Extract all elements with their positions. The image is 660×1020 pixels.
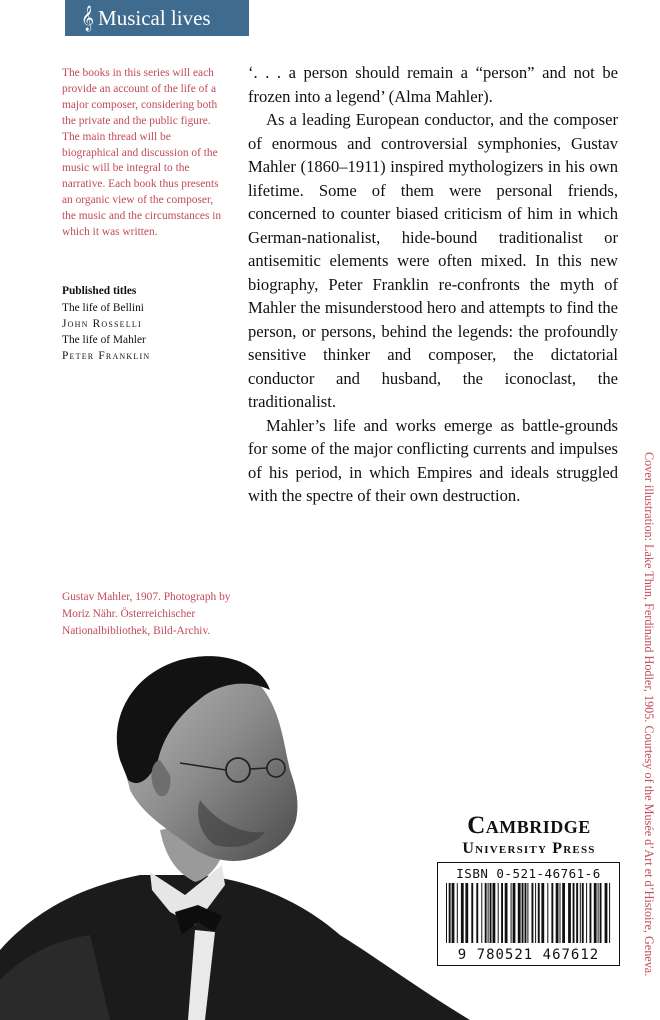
barcode-bar	[525, 883, 527, 943]
barcode-bar	[590, 883, 592, 943]
barcode-bar	[573, 883, 575, 943]
published-titles	[62, 283, 232, 364]
barcode-bar	[476, 883, 478, 943]
barcode-bar	[576, 883, 578, 943]
series-name: Musical lives	[98, 5, 211, 30]
barcode-bar	[513, 883, 516, 943]
published-title: The life of Mahler	[62, 334, 146, 346]
barcode-bar	[522, 883, 524, 943]
treble-clef-icon: 𝄞	[81, 5, 95, 30]
published-author: Peter Franklin	[62, 350, 151, 362]
published-title: The life of Bellini	[62, 302, 144, 314]
barcode-bar	[493, 883, 496, 943]
blurb-paragraph: Mahler’s life and works emerge as battle-grounds for some of the major conflicting currents and impulses of his period, in which Empires and ideals struggled with the spectre of their own destruction.	[248, 415, 618, 505]
barcode-bar	[609, 883, 610, 943]
barcode-bar	[505, 883, 508, 943]
barcode-bar	[580, 883, 581, 943]
mahler-portrait-photo	[0, 650, 470, 1020]
isbn-number: ISBN 0-521-46761-6	[456, 866, 601, 881]
blurb-paragraph: As a leading European conductor, and the composer of enormous and controversial symphonies, Gustav Mahler (1860–1911) inspired mythologizers in his own lifetime. Some of them were personal friends, concerned to counter biased criticism of him in which German-nationalist, hide-bound traditionalist or antisemitic elements were often mixed. In this new biography, Peter Franklin re-confronts the myth of Mahler the misunderstood hero and attempts to find the person, or persons, behind the legends: the profoundly sensitive thinker and composer, the dictatorial conductor and husband, the iconoclast, the traditionalist.	[248, 110, 618, 411]
barcode-bar	[485, 883, 487, 943]
barcode-bar	[560, 883, 561, 943]
barcode-bar	[446, 883, 447, 943]
barcode-bar	[568, 883, 571, 943]
publisher-logo	[438, 812, 620, 858]
published-titles-heading: Published titles	[62, 285, 137, 297]
barcode-bar	[535, 883, 536, 943]
barcode-bar	[556, 883, 559, 943]
barcode-bar	[527, 883, 528, 943]
barcode-bar	[457, 883, 458, 943]
published-author: John Rosselli	[62, 318, 142, 330]
barcode-bars	[444, 883, 613, 943]
blurb-quote: ‘. . . a person should remain a “person” and not be frozen into a legend’ (Alma Mahler).	[248, 63, 618, 106]
barcode-bar	[551, 883, 553, 943]
publisher-press: University Press	[462, 840, 596, 857]
barcode-bar	[541, 883, 544, 943]
barcode-bar	[452, 883, 455, 943]
barcode	[437, 862, 620, 966]
barcode-bar	[501, 883, 503, 943]
barcode-bar	[547, 883, 548, 943]
barcode-bar	[481, 883, 482, 943]
barcode-bar	[518, 883, 521, 943]
barcode-bar	[465, 883, 468, 943]
barcode-bar	[461, 883, 464, 943]
barcode-bar	[586, 883, 587, 943]
barcode-bar	[498, 883, 499, 943]
barcode-bar	[582, 883, 584, 943]
barcode-bar	[449, 883, 451, 943]
barcode-bar	[538, 883, 540, 943]
barcode-bar	[532, 883, 534, 943]
ean-number: 9 780521 467612	[457, 947, 600, 963]
back-cover-blurb	[248, 61, 618, 508]
cover-credit-text: Cover illustration: Lake Thun, Ferdinand Hodler, 1905. Courtesy of the Musée d’Art et d’Histoire, Geneva.	[642, 452, 656, 977]
photo-caption: Gustav Mahler, 1907. Photograph by Moriz Nähr. Österreichischer Nationalbibliothek, Bild-Archiv.	[62, 591, 231, 637]
barcode-bar	[598, 883, 599, 943]
series-description: The books in this series will each provide an account of the life of a major composer, considering both the private and the public figure. The main thread will be biographical and discussion of the music will be integral to the narrative. Each book thus presents an organic view of the composer, the music and the circumstances in which it was written.	[62, 67, 222, 239]
barcode-bar	[594, 883, 597, 943]
barcode-bar	[490, 883, 492, 943]
barcode-bar	[471, 883, 473, 943]
barcode-bar	[511, 883, 512, 943]
barcode-bar	[600, 883, 602, 943]
barcode-bar	[605, 883, 608, 943]
barcode-bar	[488, 883, 489, 943]
cover-credit	[640, 452, 656, 977]
publisher-name: Cambridge	[467, 812, 591, 839]
barcode-bar	[562, 883, 565, 943]
series-banner	[65, 0, 249, 36]
